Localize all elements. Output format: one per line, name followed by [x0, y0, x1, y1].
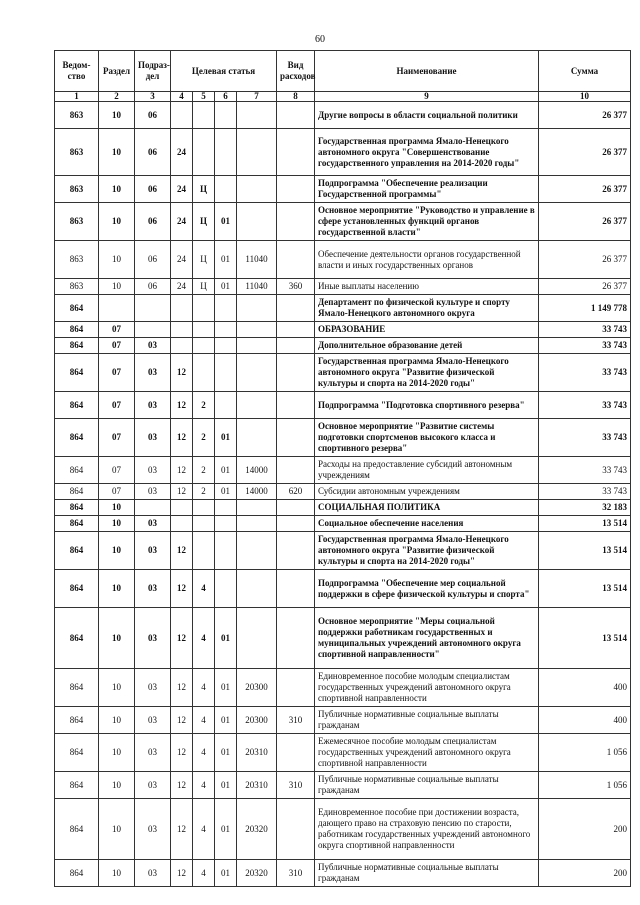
- cell-vid-rashodov: [277, 322, 315, 338]
- cell-podrazdel: 03: [135, 338, 171, 354]
- cell-vedomstvo: 864: [55, 392, 99, 419]
- cell-subprogram: Ц: [193, 203, 215, 241]
- cell-podrazdel: [135, 295, 171, 322]
- cell-naimenovanie: Ежемесячное пособие молодым специалистам государственных учреждений автономного округа спортивной направленности: [315, 734, 539, 772]
- cell-podrazdel: 03: [135, 608, 171, 669]
- cell-podrazdel: 03: [135, 734, 171, 772]
- cell-vid-rashodov: 310: [277, 707, 315, 734]
- cell-event: 01: [215, 279, 237, 295]
- cell-vedomstvo: 864: [55, 570, 99, 608]
- table-row: [55, 484, 631, 500]
- cell-subprogram: [193, 102, 215, 129]
- cell-subprogram: 2: [193, 484, 215, 500]
- cell-razdel: 10: [99, 608, 135, 669]
- cell-vid-rashodov: 620: [277, 484, 315, 500]
- cell-vedomstvo: 864: [55, 484, 99, 500]
- cell-vid-rashodov: [277, 457, 315, 484]
- table-row: [55, 392, 631, 419]
- col-number: 4: [171, 92, 193, 102]
- budget-table: [54, 50, 631, 887]
- cell-direction: [237, 322, 277, 338]
- cell-program: 12: [171, 457, 193, 484]
- cell-summa: 400: [539, 669, 631, 707]
- table-row: [55, 570, 631, 608]
- cell-naimenovanie: Обеспечение деятельности органов государственной власти и иных государственных органов: [315, 241, 539, 279]
- cell-direction: [237, 176, 277, 203]
- cell-vedomstvo: 864: [55, 608, 99, 669]
- cell-summa: 33 743: [539, 322, 631, 338]
- cell-vid-rashodov: [277, 176, 315, 203]
- cell-subprogram: [193, 516, 215, 532]
- cell-event: [215, 500, 237, 516]
- table-row: [55, 322, 631, 338]
- cell-program: [171, 102, 193, 129]
- cell-razdel: 10: [99, 570, 135, 608]
- cell-vid-rashodov: [277, 516, 315, 532]
- cell-direction: [237, 338, 277, 354]
- cell-razdel: 10: [99, 176, 135, 203]
- cell-program: 12: [171, 570, 193, 608]
- cell-direction: [237, 102, 277, 129]
- cell-program: 24: [171, 176, 193, 203]
- cell-podrazdel: 03: [135, 772, 171, 799]
- cell-vedomstvo: 864: [55, 772, 99, 799]
- cell-podrazdel: 06: [135, 279, 171, 295]
- cell-naimenovanie: СОЦИАЛЬНАЯ ПОЛИТИКА: [315, 500, 539, 516]
- cell-direction: [237, 500, 277, 516]
- cell-direction: [237, 129, 277, 176]
- cell-subprogram: [193, 338, 215, 354]
- col-number: 2: [99, 92, 135, 102]
- cell-subprogram: [193, 500, 215, 516]
- cell-naimenovanie: Основное мероприятие "Развитие системы подготовки спортсменов высокого класса и спортивного резерва": [315, 419, 539, 457]
- column-number-row: [55, 92, 631, 102]
- cell-podrazdel: 03: [135, 707, 171, 734]
- cell-summa: 33 743: [539, 354, 631, 392]
- table-row: [55, 707, 631, 734]
- table-row: [55, 516, 631, 532]
- cell-vid-rashodov: [277, 203, 315, 241]
- cell-podrazdel: 06: [135, 203, 171, 241]
- table-row: [55, 860, 631, 887]
- cell-summa: 13 514: [539, 532, 631, 570]
- cell-vedomstvo: 864: [55, 860, 99, 887]
- header-podrazdel: Подраз-дел: [135, 51, 171, 92]
- cell-vedomstvo: 864: [55, 734, 99, 772]
- cell-vid-rashodov: [277, 354, 315, 392]
- cell-podrazdel: 03: [135, 419, 171, 457]
- cell-summa: 1 056: [539, 734, 631, 772]
- col-number: 6: [215, 92, 237, 102]
- cell-summa: 200: [539, 860, 631, 887]
- cell-event: 01: [215, 734, 237, 772]
- cell-subprogram: [193, 295, 215, 322]
- cell-naimenovanie: Департамент по физической культуре и спорту Ямало-Ненецкого автономного округа: [315, 295, 539, 322]
- table-row: [55, 241, 631, 279]
- cell-vedomstvo: 864: [55, 338, 99, 354]
- cell-vedomstvo: 864: [55, 354, 99, 392]
- cell-event: 01: [215, 203, 237, 241]
- cell-direction: [237, 608, 277, 669]
- cell-vid-rashodov: 310: [277, 772, 315, 799]
- table-row: [55, 500, 631, 516]
- cell-vedomstvo: 864: [55, 532, 99, 570]
- cell-vid-rashodov: [277, 799, 315, 860]
- page-number: 60: [315, 34, 325, 45]
- cell-razdel: 07: [99, 419, 135, 457]
- cell-razdel: 10: [99, 860, 135, 887]
- cell-vid-rashodov: [277, 102, 315, 129]
- cell-vedomstvo: 863: [55, 176, 99, 203]
- cell-subprogram: [193, 354, 215, 392]
- cell-event: 01: [215, 484, 237, 500]
- cell-program: 12: [171, 532, 193, 570]
- cell-naimenovanie: Единовременное пособие молодым специалистам государственных учреждений автономного округа спортивной направленности: [315, 669, 539, 707]
- cell-direction: 11040: [237, 241, 277, 279]
- cell-program: [171, 322, 193, 338]
- cell-razdel: 10: [99, 279, 135, 295]
- cell-summa: 1 056: [539, 772, 631, 799]
- cell-podrazdel: 03: [135, 392, 171, 419]
- cell-program: [171, 500, 193, 516]
- cell-razdel: 10: [99, 500, 135, 516]
- cell-naimenovanie: Публичные нормативные социальные выплаты гражданам: [315, 707, 539, 734]
- cell-naimenovanie: Подпрограмма "Подготовка спортивного резерва": [315, 392, 539, 419]
- cell-summa: 32 183: [539, 500, 631, 516]
- cell-vid-rashodov: [277, 129, 315, 176]
- cell-direction: [237, 295, 277, 322]
- cell-summa: 26 377: [539, 102, 631, 129]
- header-celevaya-statya: Целевая статья: [171, 51, 277, 92]
- cell-subprogram: [193, 532, 215, 570]
- cell-direction: 20320: [237, 799, 277, 860]
- cell-podrazdel: 06: [135, 241, 171, 279]
- cell-event: [215, 532, 237, 570]
- cell-summa: 1 149 778: [539, 295, 631, 322]
- cell-vedomstvo: 864: [55, 457, 99, 484]
- cell-naimenovanie: Дополнительное образование детей: [315, 338, 539, 354]
- cell-naimenovanie: Государственная программа Ямало-Ненецкого автономного округа "Развитие физической культуры и спорта на 2014-2020 годы": [315, 354, 539, 392]
- cell-vedomstvo: 864: [55, 500, 99, 516]
- cell-podrazdel: 03: [135, 532, 171, 570]
- cell-event: [215, 102, 237, 129]
- cell-event: 01: [215, 860, 237, 887]
- cell-subprogram: 4: [193, 860, 215, 887]
- cell-subprogram: 4: [193, 799, 215, 860]
- cell-direction: [237, 516, 277, 532]
- cell-subprogram: 4: [193, 669, 215, 707]
- cell-direction: [237, 392, 277, 419]
- cell-subprogram: Ц: [193, 279, 215, 295]
- cell-razdel: 10: [99, 707, 135, 734]
- cell-razdel: 10: [99, 532, 135, 570]
- cell-direction: 20300: [237, 669, 277, 707]
- cell-naimenovanie: Единовременное пособие при достижении возраста, дающего право на страховую пенсию по старости, работникам государственных учреждений автономного округа спортивной направленности: [315, 799, 539, 860]
- cell-subprogram: 4: [193, 570, 215, 608]
- cell-program: 24: [171, 203, 193, 241]
- col-number: 10: [539, 92, 631, 102]
- cell-direction: [237, 203, 277, 241]
- cell-vid-rashodov: [277, 570, 315, 608]
- cell-vedomstvo: 864: [55, 516, 99, 532]
- cell-summa: 13 514: [539, 570, 631, 608]
- cell-event: 01: [215, 608, 237, 669]
- cell-program: 24: [171, 241, 193, 279]
- cell-event: 01: [215, 241, 237, 279]
- header-summa: Сумма: [539, 51, 631, 92]
- table-row: [55, 772, 631, 799]
- cell-razdel: 10: [99, 516, 135, 532]
- col-number: 8: [277, 92, 315, 102]
- cell-event: 01: [215, 669, 237, 707]
- cell-program: 12: [171, 860, 193, 887]
- cell-razdel: 07: [99, 322, 135, 338]
- cell-event: [215, 129, 237, 176]
- table-header-row: [55, 51, 631, 92]
- cell-podrazdel: 03: [135, 799, 171, 860]
- cell-event: 01: [215, 772, 237, 799]
- cell-naimenovanie: Подпрограмма "Обеспечение мер социальной поддержки в сфере физической культуры и спорта": [315, 570, 539, 608]
- cell-podrazdel: 03: [135, 860, 171, 887]
- cell-naimenovanie: Подпрограмма "Обеспечение реализации Государственной программы": [315, 176, 539, 203]
- cell-subprogram: Ц: [193, 241, 215, 279]
- cell-vedomstvo: 863: [55, 279, 99, 295]
- cell-summa: 26 377: [539, 203, 631, 241]
- cell-razdel: 10: [99, 734, 135, 772]
- table-row: [55, 799, 631, 860]
- cell-event: [215, 354, 237, 392]
- cell-naimenovanie: Публичные нормативные социальные выплаты гражданам: [315, 860, 539, 887]
- cell-vedomstvo: 863: [55, 203, 99, 241]
- cell-razdel: 10: [99, 129, 135, 176]
- table-row: [55, 102, 631, 129]
- cell-event: [215, 516, 237, 532]
- cell-event: [215, 295, 237, 322]
- col-number: 5: [193, 92, 215, 102]
- cell-vid-rashodov: 360: [277, 279, 315, 295]
- cell-podrazdel: 03: [135, 516, 171, 532]
- cell-summa: 26 377: [539, 241, 631, 279]
- cell-summa: 33 743: [539, 419, 631, 457]
- cell-vid-rashodov: [277, 338, 315, 354]
- cell-razdel: 07: [99, 338, 135, 354]
- cell-subprogram: 4: [193, 734, 215, 772]
- cell-vid-rashodov: [277, 532, 315, 570]
- cell-direction: 20310: [237, 772, 277, 799]
- cell-event: [215, 570, 237, 608]
- cell-program: 12: [171, 608, 193, 669]
- cell-naimenovanie: Субсидии автономным учреждениям: [315, 484, 539, 500]
- cell-event: 01: [215, 457, 237, 484]
- cell-event: [215, 176, 237, 203]
- cell-vedomstvo: 864: [55, 707, 99, 734]
- cell-subprogram: 4: [193, 608, 215, 669]
- cell-summa: 33 743: [539, 484, 631, 500]
- cell-podrazdel: 06: [135, 176, 171, 203]
- cell-vedomstvo: 864: [55, 295, 99, 322]
- cell-summa: 200: [539, 799, 631, 860]
- cell-vid-rashodov: [277, 608, 315, 669]
- cell-podrazdel: 03: [135, 570, 171, 608]
- cell-razdel: 10: [99, 772, 135, 799]
- cell-subprogram: [193, 322, 215, 338]
- cell-program: 24: [171, 279, 193, 295]
- cell-subprogram: 4: [193, 707, 215, 734]
- cell-vedomstvo: 864: [55, 669, 99, 707]
- cell-naimenovanie: Государственная программа Ямало-Ненецкого автономного округа "Развитие физической культуры и спорта на 2014-2020 годы": [315, 532, 539, 570]
- cell-program: 12: [171, 772, 193, 799]
- cell-vid-rashodov: [277, 500, 315, 516]
- cell-summa: 33 743: [539, 457, 631, 484]
- header-naimenovanie: Наименование: [315, 51, 539, 92]
- cell-direction: [237, 354, 277, 392]
- table-row: [55, 669, 631, 707]
- cell-direction: [237, 570, 277, 608]
- cell-direction: 20310: [237, 734, 277, 772]
- cell-summa: 26 377: [539, 279, 631, 295]
- table-row: [55, 532, 631, 570]
- cell-direction: 20300: [237, 707, 277, 734]
- cell-razdel: 10: [99, 241, 135, 279]
- cell-summa: 26 377: [539, 129, 631, 176]
- cell-podrazdel: 03: [135, 457, 171, 484]
- cell-event: 01: [215, 419, 237, 457]
- cell-razdel: 10: [99, 102, 135, 129]
- table-row: [55, 419, 631, 457]
- cell-program: 12: [171, 734, 193, 772]
- table-row: [55, 457, 631, 484]
- cell-summa: 400: [539, 707, 631, 734]
- col-number: 9: [315, 92, 539, 102]
- cell-event: 01: [215, 799, 237, 860]
- cell-direction: [237, 532, 277, 570]
- cell-subprogram: 2: [193, 457, 215, 484]
- cell-program: [171, 516, 193, 532]
- cell-summa: 33 743: [539, 392, 631, 419]
- cell-podrazdel: 03: [135, 354, 171, 392]
- cell-naimenovanie: Социальное обеспечение населения: [315, 516, 539, 532]
- cell-podrazdel: [135, 322, 171, 338]
- col-number: 1: [55, 92, 99, 102]
- cell-subprogram: 4: [193, 772, 215, 799]
- cell-direction: 20320: [237, 860, 277, 887]
- header-vedomstvo: Ведом-ство: [55, 51, 99, 92]
- cell-event: [215, 392, 237, 419]
- cell-razdel: 10: [99, 203, 135, 241]
- table-row: [55, 354, 631, 392]
- cell-summa: 13 514: [539, 516, 631, 532]
- cell-vedomstvo: 863: [55, 241, 99, 279]
- cell-program: [171, 338, 193, 354]
- cell-podrazdel: [135, 500, 171, 516]
- cell-podrazdel: 03: [135, 484, 171, 500]
- cell-event: 01: [215, 707, 237, 734]
- cell-program: 12: [171, 707, 193, 734]
- table-row: [55, 129, 631, 176]
- cell-naimenovanie: Государственная программа Ямало-Ненецкого автономного округа "Совершенствование государственного управления на 2014-2020 годы": [315, 129, 539, 176]
- cell-razdel: 07: [99, 457, 135, 484]
- header-razdel: Раздел: [99, 51, 135, 92]
- table-row: [55, 176, 631, 203]
- cell-summa: 13 514: [539, 608, 631, 669]
- cell-direction: 11040: [237, 279, 277, 295]
- cell-subprogram: 2: [193, 392, 215, 419]
- cell-direction: [237, 419, 277, 457]
- cell-vid-rashodov: [277, 392, 315, 419]
- cell-subprogram: Ц: [193, 176, 215, 203]
- cell-naimenovanie: ОБРАЗОВАНИЕ: [315, 322, 539, 338]
- cell-program: 12: [171, 799, 193, 860]
- cell-vedomstvo: 864: [55, 322, 99, 338]
- cell-razdel: 07: [99, 354, 135, 392]
- cell-naimenovanie: Основное мероприятие "Руководство и управление в сфере установленных функций органов государственной власти": [315, 203, 539, 241]
- cell-event: [215, 322, 237, 338]
- col-number: 3: [135, 92, 171, 102]
- cell-program: 12: [171, 484, 193, 500]
- cell-summa: 33 743: [539, 338, 631, 354]
- cell-vid-rashodov: [277, 241, 315, 279]
- cell-podrazdel: 06: [135, 129, 171, 176]
- cell-program: [171, 295, 193, 322]
- cell-subprogram: [193, 129, 215, 176]
- cell-vid-rashodov: 310: [277, 860, 315, 887]
- cell-podrazdel: 06: [135, 102, 171, 129]
- cell-razdel: 10: [99, 669, 135, 707]
- table-row: [55, 734, 631, 772]
- cell-naimenovanie: Другие вопросы в области социальной политики: [315, 102, 539, 129]
- col-number: 7: [237, 92, 277, 102]
- cell-naimenovanie: Иные выплаты населению: [315, 279, 539, 295]
- cell-program: 24: [171, 129, 193, 176]
- cell-vid-rashodov: [277, 669, 315, 707]
- cell-razdel: 10: [99, 799, 135, 860]
- cell-vid-rashodov: [277, 734, 315, 772]
- cell-naimenovanie: Расходы на предоставление субсидий автономным учреждениям: [315, 457, 539, 484]
- header-vid-rashodov: Вид расходов: [277, 51, 315, 92]
- cell-razdel: 07: [99, 484, 135, 500]
- cell-vid-rashodov: [277, 419, 315, 457]
- cell-program: 12: [171, 392, 193, 419]
- table-row: [55, 338, 631, 354]
- cell-razdel: [99, 295, 135, 322]
- cell-program: 12: [171, 669, 193, 707]
- cell-subprogram: 2: [193, 419, 215, 457]
- cell-direction: 14000: [237, 484, 277, 500]
- table-body: [55, 102, 631, 887]
- cell-naimenovanie: Основное мероприятие "Меры социальной поддержки работникам государственных и муниципальных учреждений автономного округа спортивной направленности": [315, 608, 539, 669]
- table-row: [55, 279, 631, 295]
- cell-razdel: 07: [99, 392, 135, 419]
- cell-program: 12: [171, 354, 193, 392]
- cell-direction: 14000: [237, 457, 277, 484]
- cell-naimenovanie: Публичные нормативные социальные выплаты гражданам: [315, 772, 539, 799]
- cell-vedomstvo: 863: [55, 129, 99, 176]
- table-row: [55, 608, 631, 669]
- cell-summa: 26 377: [539, 176, 631, 203]
- cell-vid-rashodov: [277, 295, 315, 322]
- cell-vedomstvo: 864: [55, 419, 99, 457]
- cell-program: 12: [171, 419, 193, 457]
- cell-vedomstvo: 863: [55, 102, 99, 129]
- table-row: [55, 203, 631, 241]
- cell-podrazdel: 03: [135, 669, 171, 707]
- cell-vedomstvo: 864: [55, 799, 99, 860]
- table-row: [55, 295, 631, 322]
- cell-event: [215, 338, 237, 354]
